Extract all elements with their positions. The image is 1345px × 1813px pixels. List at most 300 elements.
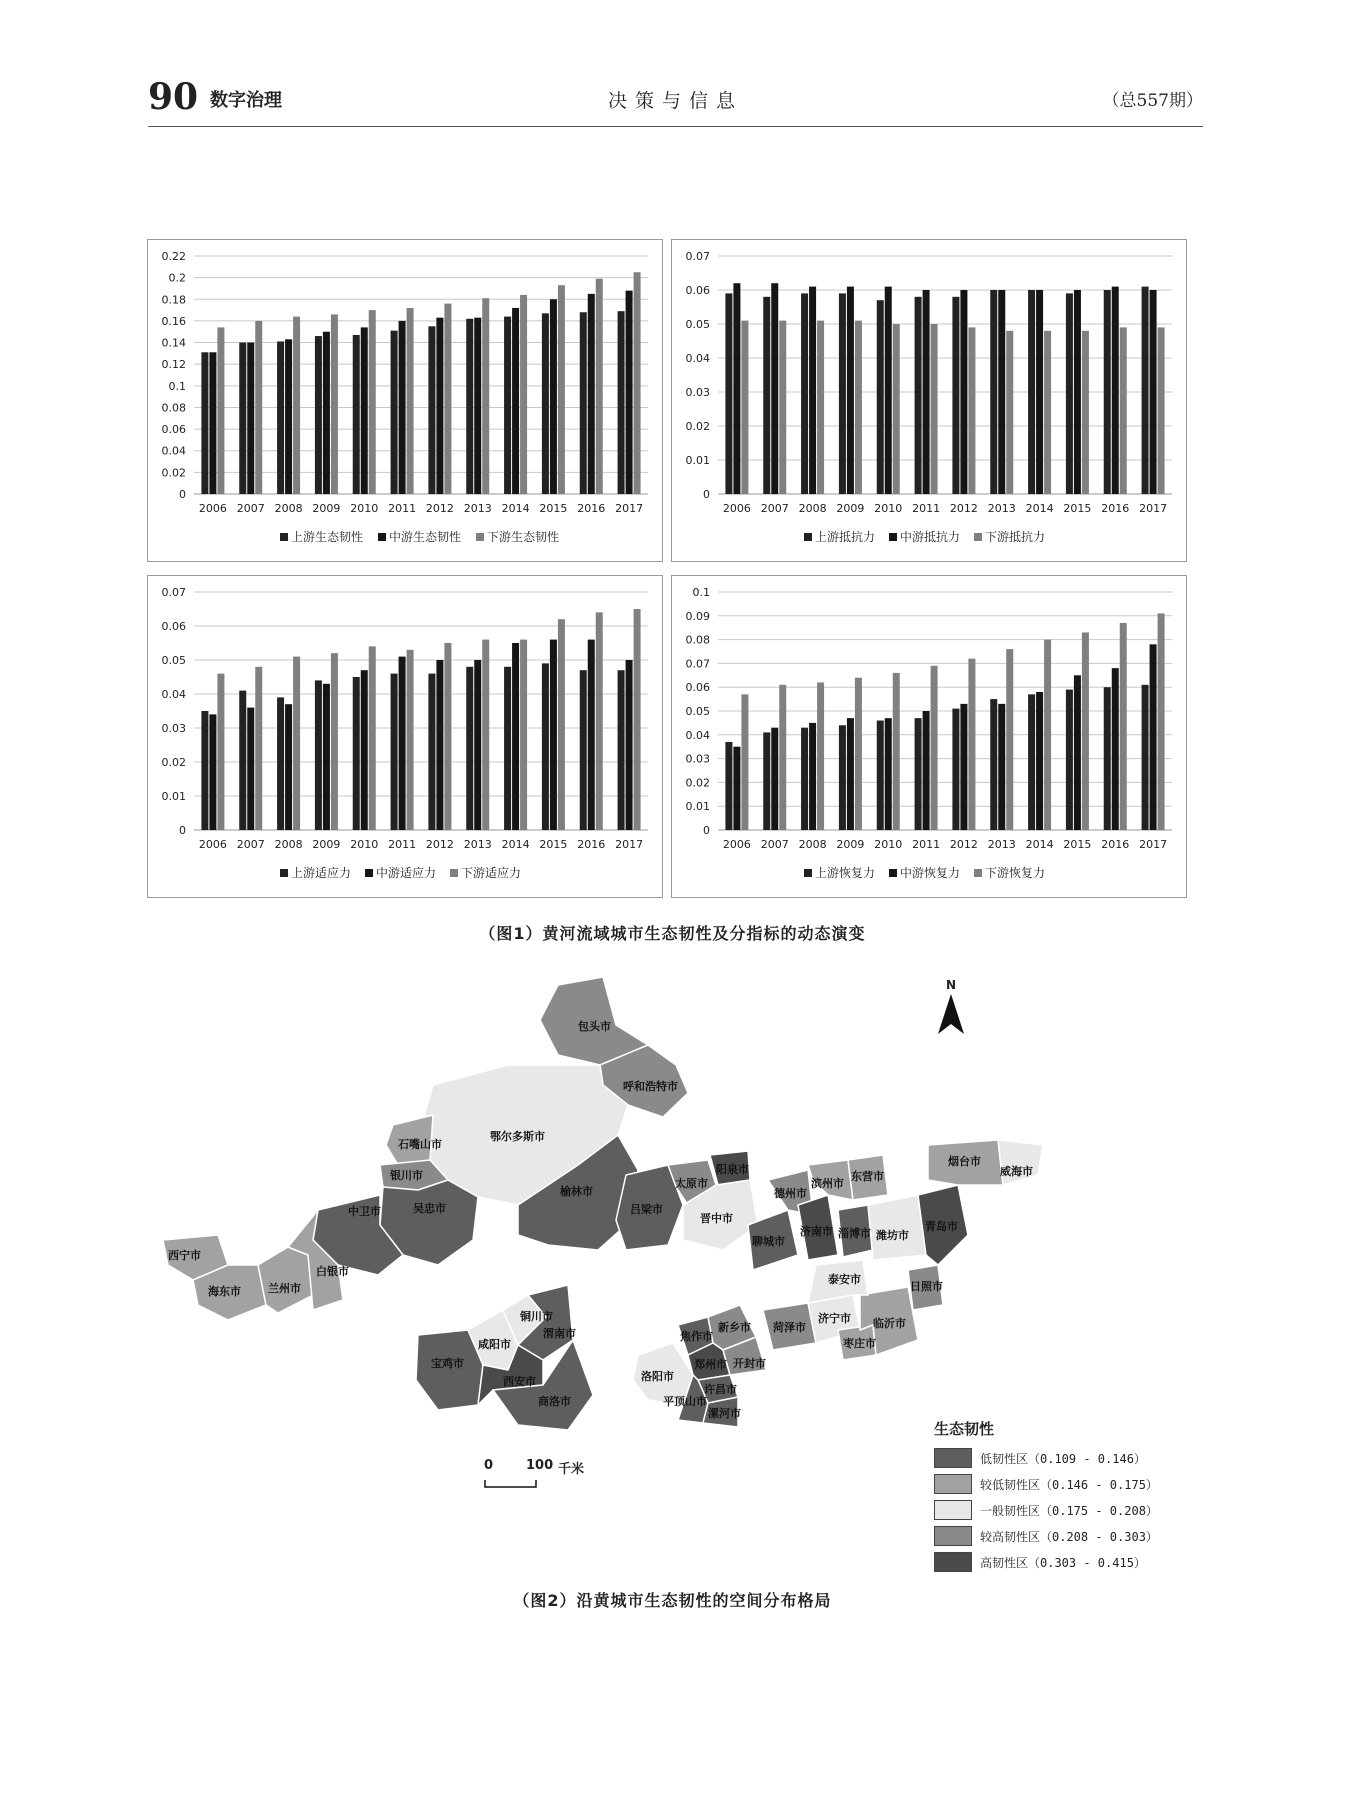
bar-上游生态韧性-2010 xyxy=(353,335,360,494)
legend-label: 高韧性区（0.303 - 0.415） xyxy=(980,1555,1146,1570)
x-tick-label: 2009 xyxy=(836,838,865,851)
legend-item xyxy=(934,1549,1194,1575)
map-label-city: 石嘴山市 xyxy=(398,1138,442,1151)
bar-下游生态韧性-2017 xyxy=(634,272,641,494)
legend-marker xyxy=(280,533,288,541)
y-tick-label: 0.02 xyxy=(685,776,710,790)
legend-marker xyxy=(280,869,288,877)
bar-中游恢复力-2014 xyxy=(1036,692,1043,830)
bar-下游适应力-2016 xyxy=(596,612,603,830)
bar-中游恢复力-2016 xyxy=(1112,668,1119,830)
bar-上游生态韧性-2012 xyxy=(428,326,435,494)
bar-上游适应力-2009 xyxy=(315,680,322,830)
y-tick-label: 0.02 xyxy=(685,420,710,433)
x-tick-label: 2014 xyxy=(501,838,530,851)
bar-中游生态韧性-2014 xyxy=(512,308,519,494)
y-tick-label: 0.1 xyxy=(692,586,710,599)
journal-title: 决策与信息 xyxy=(607,90,743,112)
map-label-city: 枣庄市 xyxy=(843,1337,876,1350)
bar-中游生态韧性-2013 xyxy=(474,318,481,494)
legend-marker xyxy=(889,869,897,877)
bar-下游抵抗力-2012 xyxy=(968,327,975,494)
bar-中游适应力-2012 xyxy=(436,660,443,830)
north-arrow-icon xyxy=(936,992,966,1036)
bar-中游适应力-2017 xyxy=(626,660,633,830)
bar-上游生态韧性-2013 xyxy=(466,319,473,494)
bar-下游生态韧性-2008 xyxy=(293,317,300,494)
x-tick-label: 2014 xyxy=(501,502,530,515)
bar-中游适应力-2007 xyxy=(247,708,254,830)
bar-中游恢复力-2010 xyxy=(885,718,892,830)
y-tick-label: 0.07 xyxy=(685,657,710,671)
map-label-city: 济宁市 xyxy=(818,1312,851,1325)
bar-中游抵抗力-2011 xyxy=(923,290,930,494)
legend-item xyxy=(934,1445,1194,1471)
bar-下游抵抗力-2008 xyxy=(817,321,824,494)
map-label-city: 德州市 xyxy=(774,1187,807,1200)
bar-中游生态韧性-2009 xyxy=(323,332,330,494)
bar-下游适应力-2013 xyxy=(482,640,489,830)
x-tick-label: 2011 xyxy=(388,502,417,515)
x-tick-label: 2015 xyxy=(539,838,568,851)
bar-下游恢复力-2016 xyxy=(1120,623,1127,830)
y-tick-label: 0.05 xyxy=(161,654,186,667)
figure2-caption: （图2）沿黄城市生态韧性的空间分布格局 xyxy=(513,1591,832,1610)
bar-上游生态韧性-2007 xyxy=(239,343,246,494)
y-tick-label: 0.03 xyxy=(685,386,710,399)
bar-下游生态韧性-2013 xyxy=(482,298,489,494)
legend-title: 生态韧性 xyxy=(934,1420,995,1438)
y-tick-label: 0.09 xyxy=(685,609,710,623)
bar-上游适应力-2014 xyxy=(504,667,511,830)
bar-中游抵抗力-2010 xyxy=(885,287,892,494)
bar-下游抵抗力-2007 xyxy=(779,321,786,494)
chart-resistance xyxy=(671,239,1187,562)
map-label-city: 潍坊市 xyxy=(876,1229,909,1242)
y-tick-label: 0.1 xyxy=(168,379,186,393)
bar-上游恢复力-2006 xyxy=(725,742,732,830)
y-tick-label: 0.04 xyxy=(685,728,710,742)
x-tick-label: 2013 xyxy=(463,838,492,851)
bar-上游生态韧性-2011 xyxy=(391,331,398,494)
legend-entry: 下游抵抗力 xyxy=(985,530,1046,544)
legend-marker xyxy=(365,869,373,877)
map-label-city: 西宁市 xyxy=(168,1249,201,1262)
bar-上游适应力-2010 xyxy=(353,677,360,830)
bar-上游抵抗力-2015 xyxy=(1066,293,1073,494)
bar-下游生态韧性-2014 xyxy=(520,295,527,494)
chart-svg xyxy=(672,576,1186,897)
map-label-city: 日照市 xyxy=(910,1280,943,1293)
y-tick-label: 0.07 xyxy=(161,586,186,599)
bar-下游恢复力-2012 xyxy=(968,659,975,830)
x-tick-label: 2012 xyxy=(425,502,454,515)
legend-entry: 下游适应力 xyxy=(461,866,522,880)
bar-中游恢复力-2009 xyxy=(847,718,854,830)
bar-下游恢复力-2008 xyxy=(817,682,824,830)
legend-marker xyxy=(974,533,982,541)
bar-中游适应力-2016 xyxy=(588,640,595,830)
bar-下游适应力-2011 xyxy=(407,650,414,830)
y-tick-label: 0.04 xyxy=(685,352,710,365)
bar-中游生态韧性-2007 xyxy=(247,343,254,494)
x-tick-label: 2010 xyxy=(350,502,379,515)
bar-下游恢复力-2014 xyxy=(1044,640,1051,830)
bar-下游适应力-2015 xyxy=(558,619,565,830)
y-tick-label: 0.04 xyxy=(161,444,186,458)
legend-entry: 中游生态韧性 xyxy=(389,530,462,544)
region-lanzhou xyxy=(258,1247,313,1313)
y-tick-label: 0.06 xyxy=(161,620,186,633)
map-label-city: 渭南市 xyxy=(543,1327,576,1340)
legend-swatch xyxy=(934,1552,972,1572)
bar-下游适应力-2007 xyxy=(255,667,262,830)
bar-上游适应力-2016 xyxy=(580,670,587,830)
scale-line xyxy=(484,1478,544,1490)
map-label-city: 银川市 xyxy=(390,1169,423,1182)
legend-label: 一般韧性区（0.175 - 0.208） xyxy=(980,1503,1158,1518)
map-label-city: 洛阳市 xyxy=(641,1370,674,1383)
map-label-city: 菏泽市 xyxy=(773,1321,806,1334)
legend-marker xyxy=(476,533,484,541)
legend-entry: 中游适应力 xyxy=(376,866,437,880)
bar-上游抵抗力-2013 xyxy=(990,290,997,494)
bar-下游生态韧性-2006 xyxy=(217,327,224,494)
x-tick-label: 2015 xyxy=(1063,502,1092,515)
x-tick-label: 2006 xyxy=(722,502,751,515)
bar-上游恢复力-2017 xyxy=(1142,685,1149,830)
map-label-city: 许昌市 xyxy=(704,1383,737,1396)
y-tick-label: 0.14 xyxy=(161,336,186,350)
bar-中游恢复力-2007 xyxy=(771,728,778,830)
bar-中游抵抗力-2007 xyxy=(771,283,778,494)
bar-上游恢复力-2012 xyxy=(952,709,959,830)
bar-下游抵抗力-2009 xyxy=(855,321,862,494)
bar-下游抵抗力-2013 xyxy=(1006,331,1013,494)
x-tick-label: 2017 xyxy=(1139,502,1168,515)
bar-中游恢复力-2008 xyxy=(809,723,816,830)
legend-entry: 上游生态韧性 xyxy=(291,530,364,544)
map-label-city: 西安市 xyxy=(503,1375,536,1388)
bar-上游生态韧性-2015 xyxy=(542,313,549,494)
bar-中游抵抗力-2008 xyxy=(809,287,816,494)
legend-marker xyxy=(804,533,812,541)
bar-下游抵抗力-2011 xyxy=(931,324,938,494)
bar-上游适应力-2008 xyxy=(277,697,284,830)
map-label-city: 包头市 xyxy=(578,1020,611,1033)
bar-上游抵抗力-2007 xyxy=(763,297,770,494)
legend-label: 低韧性区（0.109 - 0.146） xyxy=(980,1451,1146,1466)
bar-中游生态韧性-2015 xyxy=(550,299,557,494)
x-tick-label: 2006 xyxy=(722,838,751,851)
bar-上游恢复力-2007 xyxy=(763,732,770,830)
bar-下游生态韧性-2010 xyxy=(369,310,376,494)
bar-中游生态韧性-2008 xyxy=(285,339,292,494)
y-tick-label: 0 xyxy=(703,488,710,501)
x-tick-label: 2012 xyxy=(949,502,978,515)
bar-上游抵抗力-2012 xyxy=(952,297,959,494)
bar-下游恢复力-2007 xyxy=(779,685,786,830)
legend-swatch xyxy=(934,1474,972,1494)
bar-中游抵抗力-2006 xyxy=(733,283,740,494)
bar-上游恢复力-2015 xyxy=(1066,690,1073,830)
bar-下游适应力-2009 xyxy=(331,653,338,830)
map-label-city: 聊城市 xyxy=(752,1235,785,1248)
bar-上游适应力-2017 xyxy=(618,670,625,830)
bar-中游适应力-2006 xyxy=(209,714,216,830)
north-arrow xyxy=(936,978,966,1038)
map-label-city: 铜川市 xyxy=(520,1310,553,1323)
page-number: 90 xyxy=(148,76,199,118)
north-label: N xyxy=(945,978,957,992)
bar-中游恢复力-2017 xyxy=(1150,644,1157,830)
legend-label: 较低韧性区（0.146 - 0.175） xyxy=(980,1477,1158,1492)
bar-中游抵抗力-2015 xyxy=(1074,290,1081,494)
bar-下游抵抗力-2015 xyxy=(1082,331,1089,494)
bar-下游生态韧性-2012 xyxy=(444,304,451,494)
chart-svg xyxy=(148,240,662,561)
legend-entry: 上游抵抗力 xyxy=(815,530,876,544)
map-label-city: 咸阳市 xyxy=(478,1338,511,1351)
y-tick-label: 0.06 xyxy=(161,423,186,437)
bar-中游适应力-2008 xyxy=(285,704,292,830)
map-label-city: 晋中市 xyxy=(700,1212,733,1225)
y-tick-label: 0.02 xyxy=(161,466,186,480)
bar-下游抵抗力-2010 xyxy=(893,324,900,494)
legend-entry: 上游恢复力 xyxy=(815,866,876,880)
bar-中游抵抗力-2013 xyxy=(998,290,1005,494)
map-label-city: 漯河市 xyxy=(708,1407,741,1420)
bar-上游生态韧性-2017 xyxy=(618,311,625,494)
bar-上游生态韧性-2006 xyxy=(201,352,208,494)
bar-上游抵抗力-2009 xyxy=(839,293,846,494)
bar-中游生态韧性-2012 xyxy=(436,318,443,494)
bar-下游生态韧性-2011 xyxy=(407,308,414,494)
legend-entry: 中游抵抗力 xyxy=(900,530,961,544)
bar-中游恢复力-2013 xyxy=(998,704,1005,830)
scale-value: 100 xyxy=(526,1458,554,1473)
y-tick-label: 0.06 xyxy=(685,681,710,695)
map-label-city: 吕梁市 xyxy=(630,1203,663,1216)
bar-上游恢复力-2010 xyxy=(877,721,884,830)
legend-entry: 下游恢复力 xyxy=(985,866,1046,880)
bar-下游恢复力-2006 xyxy=(741,694,748,830)
y-tick-label: 0.08 xyxy=(685,633,710,647)
x-tick-label: 2006 xyxy=(198,502,227,515)
bar-上游抵抗力-2010 xyxy=(877,300,884,494)
bar-上游抵抗力-2008 xyxy=(801,293,808,494)
y-tick-label: 0.02 xyxy=(161,756,186,769)
x-tick-label: 2011 xyxy=(912,502,941,515)
bar-上游抵抗力-2016 xyxy=(1104,290,1111,494)
bar-中游适应力-2014 xyxy=(512,643,519,830)
legend-marker xyxy=(974,869,982,877)
bar-中游恢复力-2012 xyxy=(960,704,967,830)
map-label-city: 宝鸡市 xyxy=(431,1357,464,1370)
map-label-city: 鄂尔多斯市 xyxy=(490,1130,545,1143)
legend-marker xyxy=(804,869,812,877)
bar-上游恢复力-2014 xyxy=(1028,694,1035,830)
section-title: 数字治理 xyxy=(210,90,282,111)
x-tick-label: 2014 xyxy=(1025,502,1054,515)
y-tick-label: 0.03 xyxy=(161,722,186,735)
x-tick-label: 2008 xyxy=(274,838,303,851)
x-tick-label: 2008 xyxy=(798,838,827,851)
map-label-city: 淄博市 xyxy=(838,1227,871,1240)
y-tick-label: 0.05 xyxy=(685,318,710,331)
bar-下游抵抗力-2016 xyxy=(1120,327,1127,494)
map-label-city: 新乡市 xyxy=(718,1321,751,1334)
bar-上游生态韧性-2014 xyxy=(504,317,511,494)
x-tick-label: 2013 xyxy=(987,838,1016,851)
x-tick-label: 2010 xyxy=(874,502,903,515)
x-tick-label: 2016 xyxy=(1101,502,1130,515)
chart-adaptability xyxy=(147,575,663,898)
bar-上游适应力-2015 xyxy=(542,663,549,830)
map-label-city: 呼和浩特市 xyxy=(623,1080,678,1093)
x-tick-label: 2009 xyxy=(312,838,341,851)
legend-entry: 中游恢复力 xyxy=(900,866,961,880)
bar-中游生态韧性-2017 xyxy=(626,291,633,494)
map-label-city: 商洛市 xyxy=(538,1395,571,1408)
x-tick-label: 2006 xyxy=(198,838,227,851)
bar-上游抵抗力-2011 xyxy=(915,297,922,494)
bar-下游适应力-2010 xyxy=(369,646,376,830)
chart-ecological-resilience xyxy=(147,239,663,562)
map-label-city: 兰州市 xyxy=(268,1282,301,1295)
map-label-city: 阳泉市 xyxy=(716,1163,749,1176)
map-label-city: 东营市 xyxy=(851,1170,884,1183)
chart-recovery xyxy=(671,575,1187,898)
y-tick-label: 0.18 xyxy=(161,293,186,307)
map-label-city: 开封市 xyxy=(733,1357,766,1370)
bar-上游恢复力-2011 xyxy=(915,718,922,830)
bar-上游抵抗力-2014 xyxy=(1028,290,1035,494)
x-tick-label: 2013 xyxy=(987,502,1016,515)
legend-item xyxy=(934,1497,1194,1523)
bar-中游适应力-2010 xyxy=(361,670,368,830)
legend-item xyxy=(934,1523,1194,1549)
bar-下游恢复力-2013 xyxy=(1006,649,1013,830)
legend-entry: 下游生态韧性 xyxy=(487,530,560,544)
bar-中游生态韧性-2006 xyxy=(209,352,216,494)
y-tick-label: 0 xyxy=(179,488,186,501)
y-tick-label: 0.16 xyxy=(161,314,186,328)
bar-下游生态韧性-2007 xyxy=(255,321,262,494)
y-tick-label: 0.22 xyxy=(161,250,186,263)
legend-swatch xyxy=(934,1448,972,1468)
map-label-city: 吴忠市 xyxy=(413,1202,446,1215)
map-label-city: 济南市 xyxy=(800,1225,833,1238)
x-tick-label: 2007 xyxy=(236,502,265,515)
bar-中游生态韧性-2011 xyxy=(399,321,406,494)
bar-下游恢复力-2010 xyxy=(893,673,900,830)
y-tick-label: 0.03 xyxy=(685,752,710,766)
bar-下游适应力-2008 xyxy=(293,657,300,830)
bar-上游适应力-2011 xyxy=(391,674,398,830)
issue-number: （总557期） xyxy=(1102,91,1203,111)
bar-上游适应力-2013 xyxy=(466,667,473,830)
x-tick-label: 2017 xyxy=(615,838,644,851)
bar-上游抵抗力-2006 xyxy=(725,293,732,494)
chart-svg xyxy=(672,240,1186,561)
map-label-city: 临沂市 xyxy=(873,1317,906,1330)
figure1-caption: （图1）黄河流域城市生态韧性及分指标的动态演变 xyxy=(479,924,866,943)
bar-中游适应力-2009 xyxy=(323,684,330,830)
bar-上游抵抗力-2017 xyxy=(1142,287,1149,494)
legend-item xyxy=(934,1471,1194,1497)
bar-中游抵抗力-2016 xyxy=(1112,287,1119,494)
x-tick-label: 2017 xyxy=(1139,838,1168,851)
bar-上游适应力-2012 xyxy=(428,674,435,830)
y-tick-label: 0.01 xyxy=(685,800,710,814)
x-tick-label: 2010 xyxy=(350,838,379,851)
x-tick-label: 2007 xyxy=(760,838,789,851)
map-legend xyxy=(934,1418,1194,1575)
bar-中游生态韧性-2016 xyxy=(588,294,595,494)
legend-entry: 上游适应力 xyxy=(291,866,352,880)
x-tick-label: 2014 xyxy=(1025,838,1054,851)
map-label-city: 中卫市 xyxy=(348,1205,381,1218)
bar-下游生态韧性-2009 xyxy=(331,314,338,494)
map-label-city: 榆林市 xyxy=(560,1185,593,1198)
bar-下游恢复力-2015 xyxy=(1082,632,1089,830)
x-tick-label: 2016 xyxy=(577,838,606,851)
bar-上游生态韧性-2009 xyxy=(315,336,322,494)
bar-上游恢复力-2009 xyxy=(839,725,846,830)
legend-swatch xyxy=(934,1526,972,1546)
legend-swatch xyxy=(934,1500,972,1520)
scale-bar xyxy=(484,1458,604,1494)
bar-下游抵抗力-2014 xyxy=(1044,331,1051,494)
bar-上游适应力-2006 xyxy=(201,711,208,830)
y-tick-label: 0.07 xyxy=(685,250,710,263)
bar-中游恢复力-2006 xyxy=(733,747,740,830)
chart-svg xyxy=(148,576,662,897)
y-tick-label: 0.2 xyxy=(168,271,186,285)
bar-下游适应力-2017 xyxy=(634,609,641,830)
bar-上游生态韧性-2008 xyxy=(277,341,284,494)
map-label-city: 海东市 xyxy=(208,1285,241,1298)
legend-marker xyxy=(378,533,386,541)
scale-unit: 千米 xyxy=(558,1462,585,1477)
bar-下游抵抗力-2017 xyxy=(1158,327,1165,494)
y-tick-label: 0 xyxy=(179,824,186,837)
bar-上游恢复力-2008 xyxy=(801,728,808,830)
scale-zero: 0 xyxy=(484,1458,494,1473)
bar-中游适应力-2013 xyxy=(474,660,481,830)
map-label-city: 青岛市 xyxy=(925,1220,958,1233)
bar-中游适应力-2011 xyxy=(399,657,406,830)
y-tick-label: 0.05 xyxy=(685,705,710,718)
x-tick-label: 2017 xyxy=(615,502,644,515)
region-weifang xyxy=(868,1195,926,1260)
page-header xyxy=(148,74,1203,127)
bar-中游抵抗力-2009 xyxy=(847,287,854,494)
bar-中游抵抗力-2012 xyxy=(960,290,967,494)
bar-下游适应力-2014 xyxy=(520,640,527,830)
bar-中游恢复力-2011 xyxy=(923,711,930,830)
map-label-city: 泰安市 xyxy=(828,1273,861,1286)
bar-下游生态韧性-2015 xyxy=(558,285,565,494)
bar-中游抵抗力-2014 xyxy=(1036,290,1043,494)
bar-下游恢复力-2009 xyxy=(855,678,862,830)
x-tick-label: 2009 xyxy=(312,502,341,515)
bar-上游生态韧性-2016 xyxy=(580,312,587,494)
x-tick-label: 2010 xyxy=(874,838,903,851)
x-tick-label: 2013 xyxy=(463,502,492,515)
x-tick-label: 2007 xyxy=(760,502,789,515)
